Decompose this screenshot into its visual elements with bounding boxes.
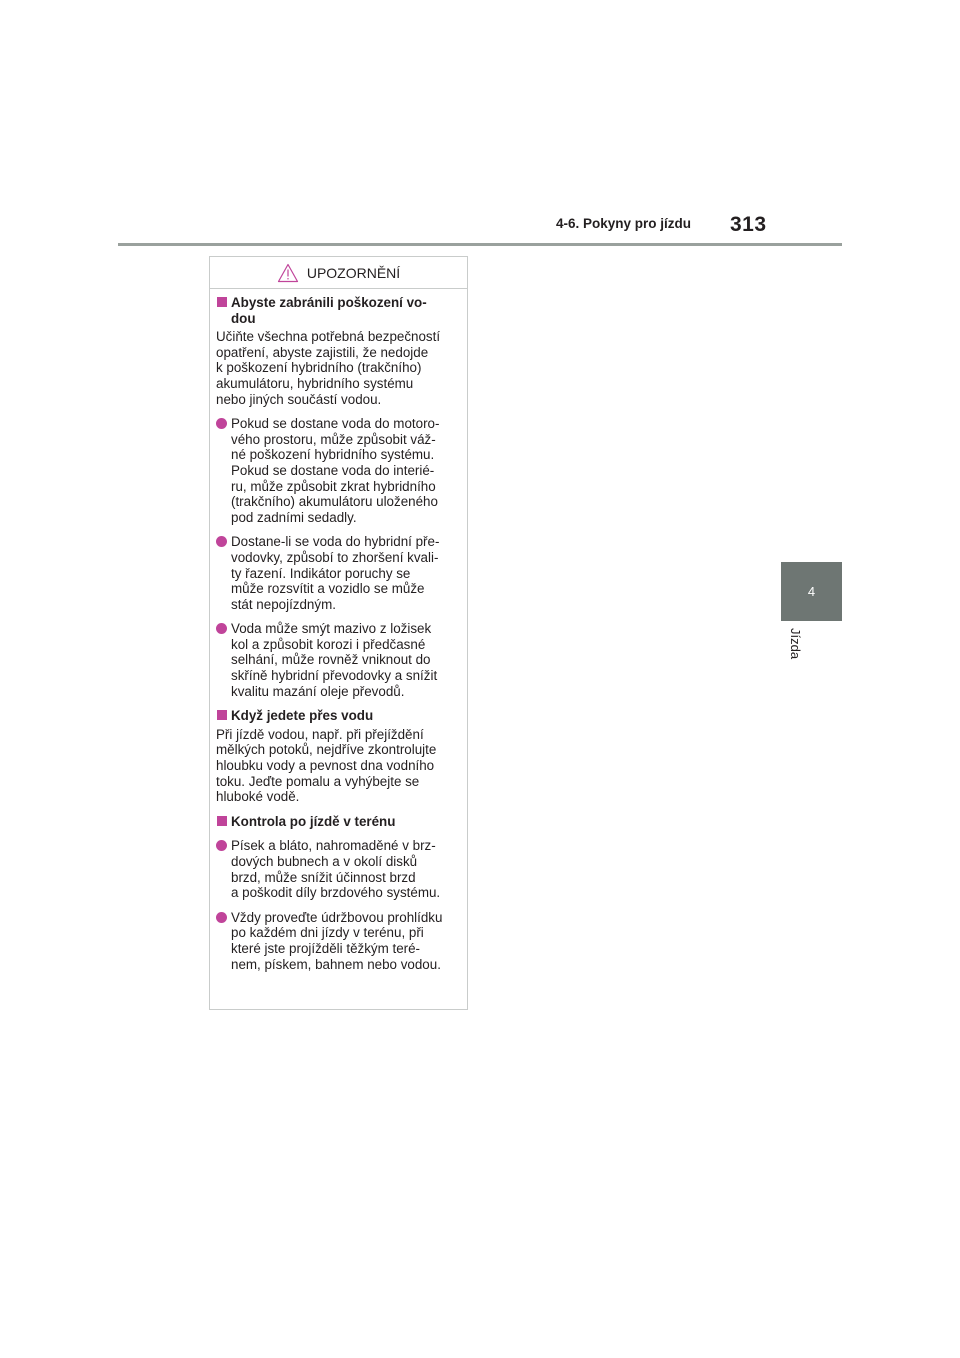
section-heading: Abyste zabránili poškození vo- dou [216, 295, 461, 326]
section-title: 4-6. Pokyny pro jízdu [556, 216, 692, 231]
square-bullet-icon [217, 710, 227, 720]
caution-title: UPOZORNĚNÍ [306, 264, 401, 281]
square-bullet-icon [217, 816, 227, 826]
round-bullet-icon [216, 418, 227, 429]
square-bullet-icon [217, 297, 227, 307]
bullet-item: Písek a bláto, nahromaděné v brz- dových bubnech a v okolí disků brzd, může snížit účinnost brzd a poškodit díly brzdového systému. [216, 838, 461, 900]
chapter-tab: 4 [781, 562, 842, 621]
round-bullet-icon [216, 623, 227, 634]
round-bullet-icon [216, 840, 227, 851]
bullet-item: Vždy proveďte údržbovou prohlídku po každém dni jízdy v terénu, při které jste projížděli těžkým teré- nem, pískem, bahnem nebo vodou. [216, 910, 461, 972]
section-text: Učiňte všechna potřebná bezpečností opatření, abyste zajistili, že nedojde k poškození hybridního (trakčního) akumulátoru, hybridního systému nebo jiných součástí vodou. [216, 329, 441, 407]
caution-content [210, 289, 467, 972]
section-heading: Kontrola po jízdě v terénu [216, 814, 461, 830]
caution-box [209, 256, 468, 1010]
caution-header [210, 257, 467, 289]
chapter-label: Jízda [788, 628, 803, 660]
bullet-item: Pokud se dostane voda do motoro- vého prostoru, může způsobit váž- né poškození hybridního systému. Pokud se dostane voda do interié- ru, může způsobit zkrat hybridního (trakčního) akumulátoru uloženého pod zadními sedadly. [216, 416, 461, 525]
section-text: Při jízdě vodou, např. při přejíždění mělkých potoků, nejdříve zkontrolujte hloubku vody a pevnost dna vodního toku. Jeďte pomalu a vyhýbejte se hluboké vodě. [216, 726, 437, 805]
bullet-item: Dostane-li se voda do hybridní pře- vodovky, způsobí to zhoršení kvali- ty řazení. Indikátor poruchy se může rozsvítit a vozidlo se může stát nepojízdným. [216, 534, 461, 612]
warning-triangle-icon [277, 263, 299, 283]
header-divider [118, 243, 842, 246]
page-number: 313 [730, 213, 767, 236]
round-bullet-icon [216, 912, 227, 923]
section-heading: Když jedete přes vodu [216, 708, 461, 724]
round-bullet-icon [216, 536, 227, 547]
bullet-item: Voda může smýt mazivo z ložisek kol a způsobit korozi i předčasné selhání, může rovněž vniknout do skříně hybridní převodovky a snížit kvalitu mazání oleje převodů. [216, 621, 461, 699]
